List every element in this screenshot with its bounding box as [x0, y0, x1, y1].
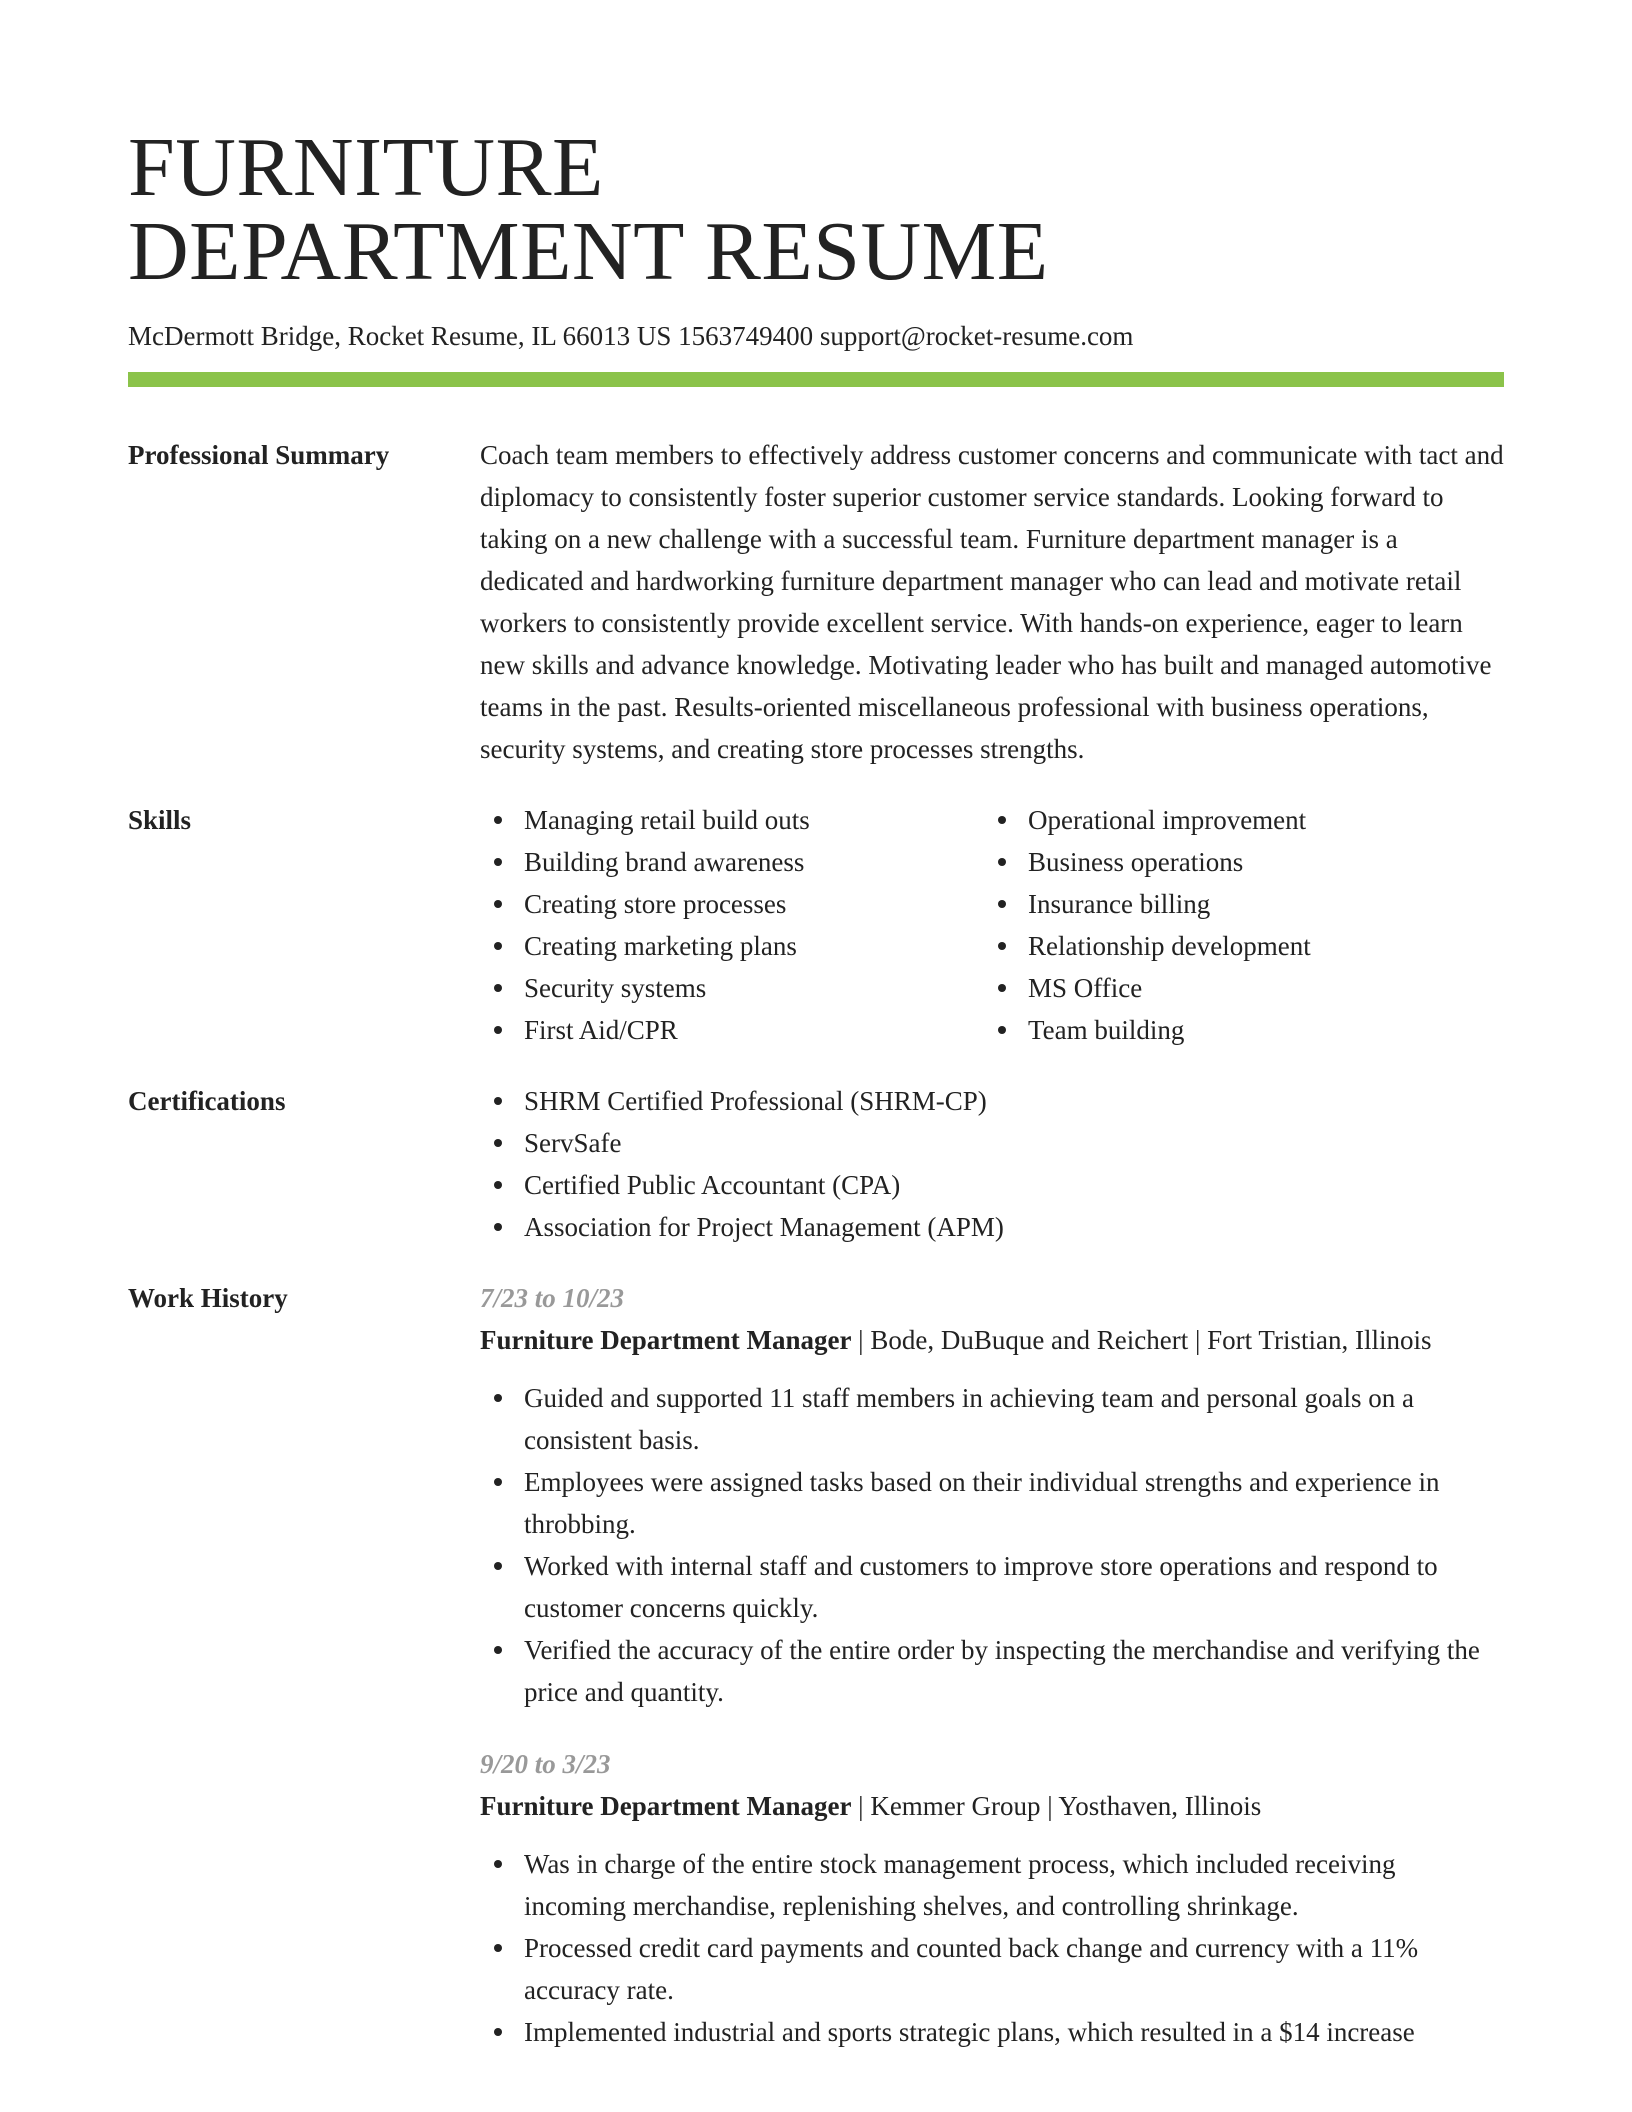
accent-divider [128, 372, 1504, 387]
skill-item: Business operations [984, 841, 1488, 883]
contact-line: McDermott Bridge, Rocket Resume, IL 66013 US 1563749400 support@rocket-resume.com [128, 321, 1134, 351]
skill-item: Relationship development [984, 925, 1488, 967]
job-dates: 9/20 to 3/23 [480, 1749, 611, 1779]
skill-item: Security systems [480, 967, 984, 1009]
job-bullets [480, 1377, 1504, 1713]
certification-item: ServSafe [480, 1122, 1504, 1164]
skill-item: First Aid/CPR [480, 1009, 984, 1051]
skill-item: Operational improvement [984, 799, 1488, 841]
certification-item: SHRM Certified Professional (SHRM-CP) [480, 1080, 1504, 1122]
summary-heading: Professional Summary [128, 440, 390, 470]
resume-title-line-1: FURNITURE [128, 121, 604, 214]
certifications-section [128, 1080, 1504, 1248]
work-history-section [128, 1277, 1504, 2053]
job-bullet: Implemented industrial and sports strategic plans, which resulted in a $14 increase [480, 2011, 1504, 2053]
resume-title [128, 0, 1504, 298]
skills-column-left [480, 799, 984, 1051]
certification-item: Certified Public Accountant (CPA) [480, 1164, 1504, 1206]
job-title-line [480, 1785, 1504, 1827]
summary-text: Coach team members to effectively address customer concerns and communicate with tact and diplomacy to consistently foster superior customer service standards. Looking forward to taking on a new challenge with a successful team. Furniture department manager is a dedicated and hardworking furniture department manager who can lead and motivate retail workers to consistently provide excellent service. With hands-on experience, eager to learn new skills and advance knowledge. Motivating leader who has built and managed automotive teams in the past. Results-oriented miscellaneous professional with business operations, security systems, and creating store processes strengths. [480, 440, 1504, 764]
job-title-line [480, 1319, 1504, 1361]
skill-item: Creating marketing plans [480, 925, 984, 967]
certifications-body [480, 1080, 1504, 1248]
job-bullet: Employees were assigned tasks based on their individual strengths and experience in throbbing. [480, 1461, 1504, 1545]
skill-item: Team building [984, 1009, 1488, 1051]
skill-item: MS Office [984, 967, 1488, 1009]
job-bullet: Was in charge of the entire stock management process, which included receiving incoming merchandise, replenishing shelves, and controlling shrinkage. [480, 1843, 1504, 1927]
job-entry [480, 1277, 1504, 1713]
job-employer-location: | Kemmer Group | Yosthaven, Illinois [851, 1791, 1262, 1821]
skill-item: Insurance billing [984, 883, 1488, 925]
certifications-list [480, 1080, 1504, 1248]
skill-item: Managing retail build outs [480, 799, 984, 841]
job-title: Furniture Department Manager [480, 1791, 852, 1821]
certifications-heading: Certifications [128, 1086, 286, 1116]
skill-item: Creating store processes [480, 883, 984, 925]
job-bullet: Processed credit card payments and counted back change and currency with a 11% accuracy rate. [480, 1927, 1504, 2011]
job-title: Furniture Department Manager [480, 1325, 852, 1355]
job-dates: 7/23 to 10/23 [480, 1283, 625, 1313]
work-history-heading: Work History [128, 1283, 288, 1313]
job-entry [480, 1743, 1504, 2053]
resume-page [128, 0, 1504, 2053]
job-bullet: Worked with internal staff and customers to improve store operations and respond to customer concerns quickly. [480, 1545, 1504, 1629]
work-history-body [480, 1277, 1504, 2053]
job-bullet: Verified the accuracy of the entire order by inspecting the merchandise and verifying the price and quantity. [480, 1629, 1504, 1713]
skills-section [128, 799, 1504, 1051]
skill-item: Building brand awareness [480, 841, 984, 883]
resume-title-line-2: DEPARTMENT RESUME [128, 205, 1049, 298]
job-bullets [480, 1843, 1504, 2053]
skills-column-right [984, 799, 1488, 1051]
summary-section [128, 434, 1504, 770]
certification-item: Association for Project Management (APM) [480, 1206, 1504, 1248]
job-bullet: Guided and supported 11 staff members in achieving team and personal goals on a consistent basis. [480, 1377, 1504, 1461]
skills-body [480, 799, 1504, 1051]
job-employer-location: | Bode, DuBuque and Reichert | Fort Tristian, Illinois [851, 1325, 1432, 1355]
skills-grid [480, 799, 1504, 1051]
skills-heading: Skills [128, 805, 192, 835]
